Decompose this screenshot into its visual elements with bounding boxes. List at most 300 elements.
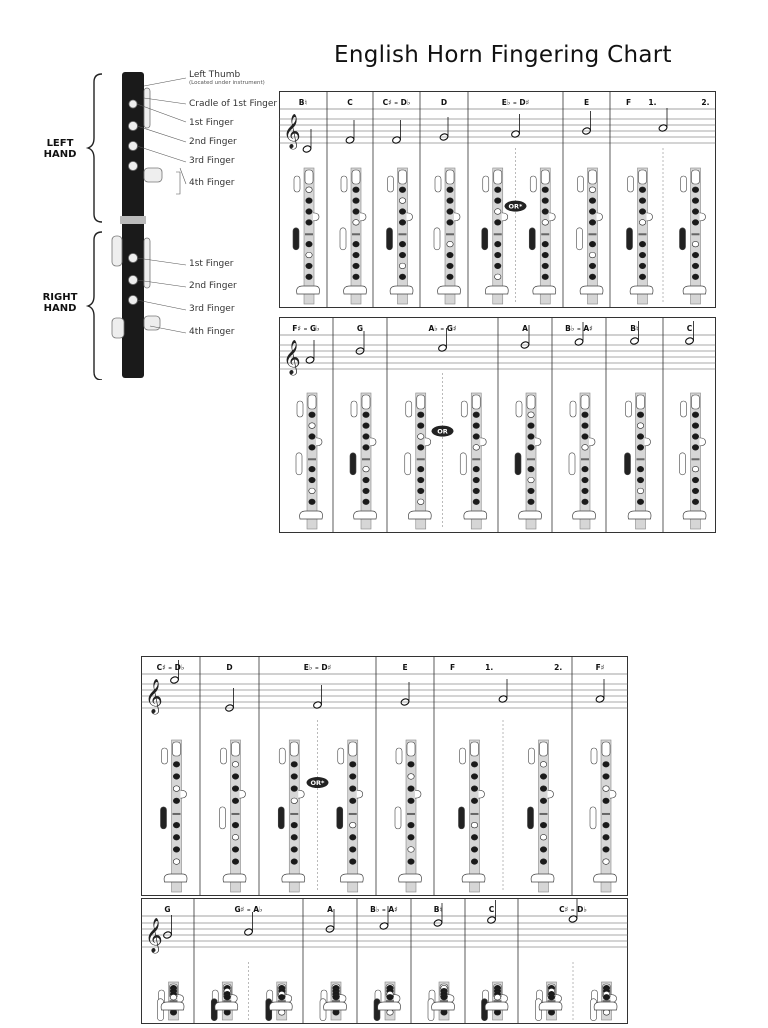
chart-svg: [279, 317, 716, 533]
tone-hole: [495, 209, 501, 215]
label-left-thumb: Left Thumb (Located under instrument): [189, 70, 265, 86]
tone-hole: [603, 774, 609, 780]
tone-hole: [603, 798, 609, 804]
tone-hole: [291, 786, 297, 792]
tone-hole: [589, 187, 595, 193]
alt-number: 1.: [648, 98, 657, 107]
tone-hole: [542, 241, 548, 247]
tone-hole: [399, 198, 405, 204]
tone-hole: [441, 1010, 447, 1016]
tone-hole: [418, 488, 424, 494]
tone-hole: [471, 834, 477, 840]
tone-hole: [473, 488, 479, 494]
fingering-diagram: [528, 740, 555, 892]
label-rh-4th: 4th Finger: [189, 327, 235, 337]
tone-hole: [291, 834, 297, 840]
fingering-diagram: [374, 982, 401, 1021]
tone-hole: [471, 822, 477, 828]
tone-hole: [639, 274, 645, 280]
tone-hole: [350, 847, 356, 853]
tone-hole: [589, 198, 595, 204]
tone-hole: [692, 252, 698, 258]
fingering-diagram: [434, 168, 461, 304]
tone-hole: [173, 798, 179, 804]
cell-label: G: [164, 905, 171, 914]
tone-hole: [639, 263, 645, 269]
fingering-diagram: [590, 740, 617, 892]
tone-hole: [639, 198, 645, 204]
cell-label: E: [402, 663, 408, 672]
cell-label: A: [327, 905, 333, 914]
tone-hole: [528, 445, 534, 451]
tone-hole: [692, 187, 698, 193]
cell-label: B♭ – A♯: [370, 905, 398, 914]
tone-hole: [408, 786, 414, 792]
tone-hole: [495, 220, 501, 226]
treble-clef-icon: 𝄞: [145, 679, 163, 714]
tone-hole: [637, 434, 643, 440]
tone-hole: [495, 241, 501, 247]
tone-hole: [173, 762, 179, 768]
tone-hole: [540, 847, 546, 853]
tone-hole: [291, 762, 297, 768]
cell-label: C♯ – D♭: [559, 905, 587, 914]
tone-hole: [639, 252, 645, 258]
label-rh-1st: 1st Finger: [189, 259, 234, 269]
note-head: [630, 337, 640, 345]
tone-hole: [447, 209, 453, 215]
tone-hole: [232, 786, 238, 792]
tone-hole: [363, 488, 369, 494]
tone-hole: [692, 434, 698, 440]
cell-label: B♮: [630, 324, 639, 333]
tone-hole: [309, 412, 315, 418]
tone-hole: [173, 774, 179, 780]
tone-hole: [473, 412, 479, 418]
fingering-diagram: [340, 168, 367, 304]
fingering-diagram: [266, 982, 293, 1021]
tone-hole: [350, 762, 356, 768]
tone-hole: [473, 423, 479, 429]
tone-hole: [447, 252, 453, 258]
tone-hole: [582, 499, 588, 505]
tone-hole: [224, 994, 230, 1000]
tone-hole: [528, 477, 534, 483]
cell-label: G♯ – A♭: [234, 905, 263, 914]
tone-hole: [232, 762, 238, 768]
fingering-chart-3: [141, 656, 628, 896]
tone-hole: [582, 412, 588, 418]
tone-hole: [540, 774, 546, 780]
tone-hole: [528, 466, 534, 472]
tone-hole: [306, 187, 312, 193]
chart-frame: [280, 318, 716, 533]
tone-hole: [291, 847, 297, 853]
tone-hole: [495, 187, 501, 193]
tone-hole: [232, 822, 238, 828]
label-lh-4th: 4th Finger: [189, 178, 235, 188]
cell-label: F: [626, 98, 632, 107]
fingering-diagram: [591, 982, 618, 1021]
tone-hole: [279, 994, 285, 1000]
tone-hole: [363, 499, 369, 505]
tone-hole: [473, 466, 479, 472]
tone-hole: [542, 252, 548, 258]
tone-hole: [542, 187, 548, 193]
fingering-diagram: [158, 982, 185, 1021]
label-rh-3rd: 3rd Finger: [189, 304, 235, 314]
tone-hole: [363, 477, 369, 483]
fingering-diagram: [293, 168, 320, 304]
tone-hole: [173, 859, 179, 865]
tone-hole: [418, 445, 424, 451]
tone-hole: [309, 423, 315, 429]
tone-hole: [387, 1010, 393, 1016]
tone-hole: [603, 847, 609, 853]
tone-hole: [589, 252, 595, 258]
chart-svg: [141, 898, 628, 1024]
tone-hole: [350, 859, 356, 865]
joint-ring: [120, 216, 146, 224]
cell-label: E♭ – D♯: [303, 663, 332, 672]
fingering-diagram: [482, 168, 509, 304]
tone-hole: [603, 822, 609, 828]
note-head: [170, 676, 180, 684]
tone-hole: [306, 209, 312, 215]
label-cradle: Cradle of 1st Finger: [189, 99, 278, 109]
fingering-diagram: [515, 393, 542, 529]
tone-hole: [589, 241, 595, 247]
tone-hole: [528, 423, 534, 429]
tone-hole: [418, 423, 424, 429]
page-title: English Horn Fingering Chart: [334, 42, 672, 68]
tone-hole: [418, 412, 424, 418]
tone-hole: [306, 263, 312, 269]
treble-clef-icon: 𝄞: [145, 918, 163, 953]
label-lh-3rd: 3rd Finger: [189, 156, 235, 166]
tone-hole: [542, 220, 548, 226]
fingering-diagram: [536, 982, 563, 1021]
alt-number: 2.: [554, 663, 563, 672]
cell-label: G: [356, 324, 364, 333]
tone-hole: [408, 774, 414, 780]
fingering-diagram: [459, 740, 486, 892]
tone-hole: [399, 209, 405, 215]
tone-hole: [582, 488, 588, 494]
tone-hole: [408, 798, 414, 804]
tone-hole: [333, 1010, 339, 1016]
instrument-body: [122, 72, 144, 378]
tone-hole: [603, 762, 609, 768]
tone-hole: [291, 798, 297, 804]
tone-hole: [306, 198, 312, 204]
tone-hole: [363, 445, 369, 451]
fingering-diagram: [220, 740, 247, 892]
right-hand-label: RIGHT HAND: [42, 292, 78, 314]
tone-hole: [471, 859, 477, 865]
cell-label: E♭ – D♯: [501, 98, 530, 107]
cell-label: B♮: [298, 98, 308, 107]
tone-hole: [471, 762, 477, 768]
tone-hole: [408, 847, 414, 853]
tone-hole: [353, 220, 359, 226]
tone-hole: [441, 994, 447, 1000]
tone-hole: [542, 263, 548, 269]
tone-hole: [589, 274, 595, 280]
tone-hole: [495, 263, 501, 269]
tone-hole: [447, 220, 453, 226]
fingering-chart-4: [141, 898, 628, 1024]
fingering-diagram: [627, 168, 654, 304]
tone-hole: [495, 198, 501, 204]
fingering-diagram: [387, 168, 414, 304]
chart-svg: [141, 656, 628, 896]
tone-hole: [350, 774, 356, 780]
tone-hole: [399, 241, 405, 247]
instrument-diagram: [40, 68, 280, 380]
cell-label: C: [686, 324, 693, 333]
tone-hole: [306, 252, 312, 258]
cell-label: C: [347, 98, 353, 107]
cell-label: C: [488, 905, 495, 914]
tone-hole: [408, 822, 414, 828]
tone-hole: [637, 477, 643, 483]
tone-hole: [350, 834, 356, 840]
tone-hole: [582, 423, 588, 429]
tone-hole: [540, 822, 546, 828]
tone-hole: [363, 434, 369, 440]
tone-hole: [528, 499, 534, 505]
tone-hole: [582, 445, 588, 451]
cell-label: F♯ – G♭: [292, 324, 320, 333]
tone-hole: [471, 847, 477, 853]
fingering-diagram: [211, 982, 238, 1021]
cell-label: D: [226, 663, 233, 672]
tone-hole: [473, 434, 479, 440]
tone-hole: [473, 445, 479, 451]
tone-hole: [692, 220, 698, 226]
tone-hole: [540, 798, 546, 804]
tone-hole: [589, 209, 595, 215]
tone-hole: [353, 274, 359, 280]
cell-label: A♭ – G♯: [428, 324, 457, 333]
tone-hole: [582, 466, 588, 472]
tone-hole: [639, 209, 645, 215]
cell-label: C♯ – D♭: [382, 98, 411, 107]
tone-hole: [232, 847, 238, 853]
tone-hole: [494, 994, 500, 1000]
tone-hole: [637, 499, 643, 505]
fingering-chart-2: [279, 317, 716, 533]
tone-hole: [224, 1010, 230, 1016]
tone-hole: [350, 786, 356, 792]
tone-hole: [471, 786, 477, 792]
tone-hole: [170, 994, 176, 1000]
tone-hole: [447, 263, 453, 269]
tone-hole: [692, 499, 698, 505]
fingering-diagram: [161, 740, 188, 892]
tone-hole: [399, 220, 405, 226]
tone-hole: [589, 220, 595, 226]
tone-hole: [603, 859, 609, 865]
fingering-diagram: [405, 393, 432, 529]
tone-hole: [173, 847, 179, 853]
tone-hole: [418, 477, 424, 483]
tone-hole: [637, 423, 643, 429]
tone-hole: [363, 423, 369, 429]
tone-hole: [232, 774, 238, 780]
tone-hole: [589, 263, 595, 269]
tone-hole: [353, 187, 359, 193]
tone-hole: [447, 198, 453, 204]
tone-hole: [363, 466, 369, 472]
tone-hole: [637, 466, 643, 472]
tone-hole: [418, 434, 424, 440]
english-horn-illustration: [40, 68, 280, 380]
tone-hole: [603, 1010, 609, 1016]
tone-hole: [528, 434, 534, 440]
tone-hole: [548, 1010, 554, 1016]
fingering-diagram: [569, 393, 596, 529]
tone-hole: [306, 274, 312, 280]
tone-hole: [408, 859, 414, 865]
fingering-chart-1: [279, 91, 716, 308]
tone-hole: [350, 822, 356, 828]
tone-hole: [692, 477, 698, 483]
tone-hole: [309, 466, 315, 472]
alt-number: 2.: [701, 98, 710, 107]
fingering-diagram: [625, 393, 652, 529]
tone-hole: [692, 488, 698, 494]
tone-hole: [170, 1010, 176, 1016]
fingering-diagram: [320, 982, 347, 1021]
tone-hole: [309, 434, 315, 440]
tone-hole: [399, 263, 405, 269]
tone-hole: [692, 198, 698, 204]
tone-hole: [363, 412, 369, 418]
tone-hole: [637, 412, 643, 418]
label-lh-2nd: 2nd Finger: [189, 137, 237, 147]
tone-hole: [528, 488, 534, 494]
tone-hole: [542, 198, 548, 204]
left-hand-brace: [88, 74, 102, 222]
note-head: [685, 337, 695, 345]
tone-hole: [418, 499, 424, 505]
tone-hole: [309, 488, 315, 494]
tone-hole: [639, 241, 645, 247]
fingering-diagram: [395, 740, 422, 892]
tone-hole: [692, 274, 698, 280]
tone-hole: [692, 423, 698, 429]
tone-hole: [399, 252, 405, 258]
tone-hole: [603, 994, 609, 1000]
or-label: OR*: [508, 202, 523, 211]
tone-hole: [309, 445, 315, 451]
or-label: OR*: [310, 778, 325, 787]
fingering-diagram: [680, 393, 707, 529]
tone-hole: [540, 834, 546, 840]
tone-hole: [353, 209, 359, 215]
label-lh-1st: 1st Finger: [189, 118, 234, 128]
tone-hole: [540, 859, 546, 865]
fingering-diagram: [460, 393, 487, 529]
tone-hole: [692, 466, 698, 472]
label-rh-2nd: 2nd Finger: [189, 281, 237, 291]
tone-hole: [353, 241, 359, 247]
tone-hole: [309, 477, 315, 483]
cell-label: D: [440, 98, 448, 107]
cell-label: B♭ – A♯: [565, 324, 593, 333]
tone-hole: [548, 994, 554, 1000]
tone-hole: [399, 187, 405, 193]
tone-hole: [692, 241, 698, 247]
tone-hole: [279, 1010, 285, 1016]
fingering-diagram: [529, 168, 556, 304]
tone-hole: [173, 822, 179, 828]
fingering-diagram: [577, 168, 604, 304]
fingering-diagram: [350, 393, 377, 529]
tone-hole: [603, 834, 609, 840]
tone-hole: [173, 786, 179, 792]
tone-hole: [692, 263, 698, 269]
tone-hole: [350, 798, 356, 804]
tone-hole: [399, 274, 405, 280]
tone-hole: [232, 798, 238, 804]
tone-hole: [408, 834, 414, 840]
treble-clef-icon: 𝄞: [283, 340, 301, 375]
tone-hole: [540, 762, 546, 768]
note-head: [302, 145, 312, 153]
tone-hole: [692, 209, 698, 215]
treble-clef-icon: 𝄞: [283, 114, 301, 149]
tone-hole: [232, 834, 238, 840]
tone-hole: [542, 274, 548, 280]
tone-hole: [447, 241, 453, 247]
chart-svg: [279, 91, 716, 308]
tone-hole: [582, 434, 588, 440]
chart-frame: [142, 657, 628, 896]
fingering-diagram: [482, 982, 509, 1021]
tone-hole: [353, 198, 359, 204]
tone-hole: [637, 488, 643, 494]
tone-hole: [637, 445, 643, 451]
tone-hole: [603, 786, 609, 792]
tone-hole: [232, 859, 238, 865]
tone-hole: [353, 263, 359, 269]
fingering-diagram: [296, 393, 323, 529]
tone-hole: [291, 822, 297, 828]
left-hand-label: LEFT HAND: [43, 138, 77, 160]
fingering-diagram: [680, 168, 707, 304]
cell-label: A: [522, 324, 528, 333]
tone-hole: [540, 786, 546, 792]
tone-hole: [291, 859, 297, 865]
right-hand-brace: [88, 232, 102, 380]
tone-hole: [528, 412, 534, 418]
tone-hole: [353, 252, 359, 258]
tone-hole: [494, 1010, 500, 1016]
tone-hole: [306, 220, 312, 226]
or-label: OR: [437, 427, 448, 436]
cell-label: C♯ – D♭: [156, 663, 185, 672]
cell-label: F: [450, 663, 456, 672]
tone-hole: [495, 274, 501, 280]
tone-hole: [639, 187, 645, 193]
tone-hole: [306, 241, 312, 247]
fingering-diagram: [278, 740, 305, 892]
tone-hole: [473, 499, 479, 505]
cell-label: E: [583, 98, 590, 107]
